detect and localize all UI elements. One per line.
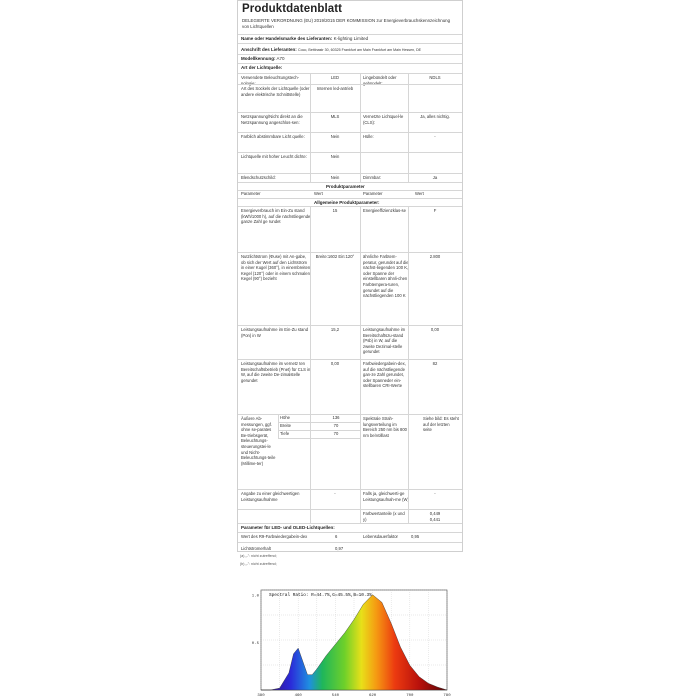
address-row (238, 43, 462, 54)
type-row (238, 152, 462, 173)
x-axis-ticks (257, 694, 451, 698)
type-row (238, 112, 462, 132)
type-value: Nein (330, 154, 340, 159)
y-tick-label: 1.0 (251, 594, 259, 599)
param-row (238, 359, 462, 414)
model-label: Modellkennung: (241, 56, 276, 61)
cell-divider (360, 85, 361, 112)
y-axis-ticks (252, 594, 260, 646)
dimension-label: Breite (280, 423, 291, 428)
type-value: Nein (330, 134, 340, 139)
general-params-header: Allgemeine Produktparameter: (314, 200, 380, 205)
cell-divider (408, 490, 409, 509)
cell-divider (310, 360, 311, 414)
param-value-2: 0,00 (430, 327, 440, 332)
param-value-2: 2.800 (429, 254, 441, 259)
param-row (238, 325, 462, 359)
col-header-param-2: Parameter (363, 191, 383, 196)
type-label: Farblich abstimmbare Licht quelle: (241, 134, 305, 139)
param-value-2: 82 (432, 361, 438, 366)
footnote-a: (a) „-": nicht zutreffend; (240, 554, 277, 558)
param-value: 0,00 (330, 361, 340, 366)
regulation-intro: DELEGIERTE VERORDNUNG (EU) 2019/2015 DER KOMMISSION zur Energieverbrauchskennzeichnung von Lichtquellen (242, 18, 451, 29)
page-title: Produktdatenblatt (242, 3, 343, 15)
lifetime-factor-label: Lebensdauerfaktor (363, 534, 398, 539)
general-params-row (238, 198, 462, 206)
spectral-distribution-chart (241, 584, 451, 698)
cell-divider (408, 133, 409, 152)
type-label: Art des Sockels der Lichtquelle (oder andere elektrische Schnittstelle) (241, 86, 310, 97)
param-value: - (334, 491, 336, 496)
type-header: Art der Lichtquelle: (241, 65, 283, 70)
cell-divider (360, 113, 361, 132)
param-label-2: Leistungsaufnahme im Bereitschaftszu-stand (Psb) in W, auf die zweite Dezimal-stelle gerundet (363, 327, 406, 355)
type-label-2: Lingebündelt oder gebündelt: (363, 75, 397, 86)
y-tick-label: 0.5 (251, 641, 259, 646)
cell-divider (408, 113, 409, 132)
brand-value: K-lighting Limited (333, 36, 369, 41)
cell-divider (408, 153, 409, 173)
r9-label: Wert des R9-Farbwiedergabein-dex (241, 534, 308, 539)
x-tick-label: 700 (406, 694, 414, 698)
brand-row (238, 34, 462, 43)
param-label: Äußere Ab-messungen, ggf. ohne se-parates Be-triebsgerät, Beleuchtungs-steuerungstei-le und Nicht-Beleuchtungs-teile (Millime-ter) (241, 416, 276, 466)
lumen-maintenance-label: Lichtstromerhalt (241, 546, 271, 551)
chart-title: Spectral Ratio: R=44.7%,G=45.5%,B=10.3% (269, 593, 372, 598)
params-header: Produktparameter (326, 184, 365, 189)
led-header: Parameter für LED- und OLED-Lichtquellen: (241, 525, 335, 530)
x-tick-label: 620 (368, 694, 377, 698)
dimension-value: 70 (333, 431, 339, 436)
param-label-2: ähnliche Farbtem-peratur, gerundet auf die nächst-liegenden 100 K, oder Spanne der einstellbaren ähnli-chen Farbtempera-turen, gerundet auf die nächstliegenden 100 K (363, 254, 409, 299)
led-maintenance-row (238, 542, 462, 552)
lifetime-factor-value: 0,95 (411, 534, 420, 539)
cell-divider (310, 133, 311, 152)
cell-divider (360, 326, 361, 359)
type-label: Netzspannung/Nicht direkt an die Netzspannung angeschlos-sen: (241, 114, 303, 125)
type-value: Nein (330, 175, 340, 180)
cell-divider (408, 510, 409, 523)
col-header-param: Parameter (241, 191, 261, 196)
dimension-label: Höhe (280, 415, 291, 420)
param-row (238, 509, 462, 523)
product-data-sheet (237, 0, 463, 552)
x-tick-label: 380 (257, 694, 265, 698)
r9-value: 6 (335, 534, 338, 539)
param-label: Leistungsaufnahme im Ein-Zu stand (Pon) in W (241, 327, 309, 338)
cell-divider (360, 133, 361, 152)
cell-divider (408, 74, 409, 84)
address-value: Coco, Bettinastr 30, 60325 Frankfurt am Main Frankfurt am Main Hessen, DE (298, 48, 422, 52)
cell-divider (310, 74, 311, 84)
type-label-2: Dimmbar: (363, 175, 382, 180)
param-value-2: 0,449 0,441 (429, 511, 441, 522)
param-label: Leistungsaufnahme im vernetz ten Bereitschaftsbetrieb (Pnet) für CLS in W, auf die zweite De-zimalstelle gerundet (241, 361, 311, 383)
type-value: MLS (330, 114, 340, 119)
cell-divider (310, 510, 311, 523)
cell-divider (360, 174, 361, 182)
param-label: Energieverbrauch im Ein-Zu stand (kWh/1000 h), auf die nächstliegende ganze Zahl ge rundet (241, 208, 311, 225)
type-label: Blendschutzschild: (241, 175, 276, 180)
footnote-b: (b) „-": nicht zutreffend; (240, 562, 277, 566)
param-value: Breite:1602 Ein:120° (315, 254, 355, 259)
cell-divider (360, 153, 361, 173)
param-row (238, 206, 462, 252)
cell-divider (310, 326, 311, 359)
cell-divider (360, 415, 361, 489)
cell-divider (408, 415, 409, 489)
param-value-2: F (433, 208, 437, 213)
cell-divider (310, 207, 311, 252)
dimension-value: 136 (332, 415, 340, 420)
lumen-maintenance-value: 0,97 (335, 546, 344, 551)
x-tick-label: 780 (443, 694, 451, 698)
type-label: Verwendete Beleuchtungstech-nologie: (241, 75, 299, 86)
model-row (238, 54, 462, 63)
cell-divider (408, 85, 409, 112)
param-label: Angabe zu einer gleichwertigen Leistungsaufnahme (241, 491, 300, 502)
x-tick-label: 460 (294, 694, 302, 698)
param-value-2: - (434, 491, 436, 496)
type-value-2: Ja (432, 175, 438, 180)
address-label: Anschrift des Lieferanten: (241, 47, 297, 52)
dimension-divider (278, 438, 360, 439)
params-colheader-row (238, 190, 462, 198)
type-header-row (238, 63, 462, 73)
brand-label: Name oder Handelsmarke des Lieferanten: (241, 36, 333, 41)
type-label: Lichtquelle mit hoher Leucht dichte: (241, 154, 307, 159)
type-value: Internen led-antrieb (316, 86, 354, 91)
cell-divider (360, 360, 361, 414)
cell-divider (360, 253, 361, 325)
param-label-2: Spektrale Strah-lungsverteilung im Bereich 250 nm bis 800 nm beiVolllast (363, 416, 407, 438)
cell-divider (360, 207, 361, 252)
type-value-2: NDLS (429, 75, 441, 80)
cell-divider (310, 113, 311, 132)
x-tick-label: 540 (331, 694, 340, 698)
cell-divider (408, 174, 409, 182)
dimension-value: 70 (333, 423, 339, 428)
param-row (238, 489, 462, 509)
led-header-row (238, 523, 462, 532)
cell-divider (360, 490, 361, 509)
dimension-divider (278, 430, 360, 431)
col-header-value: Wert (314, 191, 323, 196)
param-label-2: Falls ja, gleichwerti-ge Leistungsaufnah-me (W) (363, 491, 409, 502)
param-label-2: Farbwiedergabein-dex, auf die nächstliegende gan-ze Zahl gerundet, oder Spanneder ein-stellbaren CRI-Werte (363, 361, 406, 389)
type-value: LED (330, 75, 340, 80)
cell-divider (408, 326, 409, 359)
type-row (238, 73, 462, 84)
cell-divider (310, 153, 311, 173)
type-label-2: Hülle: (363, 134, 374, 139)
cell-divider (408, 207, 409, 252)
model-value: A70 (276, 56, 285, 61)
cell-divider (310, 490, 311, 509)
param-row (238, 252, 462, 325)
col-header-value-2: Wert (415, 191, 424, 196)
cell-divider (310, 174, 311, 182)
dimension-label: Tiefe (280, 431, 290, 436)
param-label: Nutzlichtstrom (Φuse) mit An-gabe, ob sich der Wert auf den Lichtstrom in einer Kugel (360°), in einembreiten Kegel (120°) oder in einem schmalen Kegel (90°) bezieht (241, 254, 311, 282)
param-value: 15 (332, 208, 338, 213)
param-value: 15,2 (330, 327, 340, 332)
type-row (238, 132, 462, 152)
param-row (238, 414, 462, 489)
cell-divider (408, 360, 409, 414)
dimension-divider-vertical (278, 414, 279, 438)
param-label-2: Energieeffizienzklas-se (363, 208, 406, 213)
cell-divider (360, 74, 361, 84)
type-label-2: Vernetzte Lichtquel-le (CLS): (363, 114, 404, 125)
cell-divider (310, 85, 311, 112)
type-row (238, 84, 462, 112)
params-header-row (238, 182, 462, 190)
cell-divider (310, 253, 311, 325)
type-value-2: - (434, 134, 436, 139)
cell-divider (360, 510, 361, 523)
param-value-2: Siehe bild: Es steht auf der letzten seite (423, 416, 459, 433)
cell-divider (408, 253, 409, 325)
type-value-2: Ja, alles nichtig. (420, 114, 450, 119)
led-r9-row (238, 532, 462, 542)
cell-divider (310, 415, 311, 489)
type-row (238, 173, 462, 182)
param-label-2: Farbwertanteile (x und y) (363, 511, 405, 522)
